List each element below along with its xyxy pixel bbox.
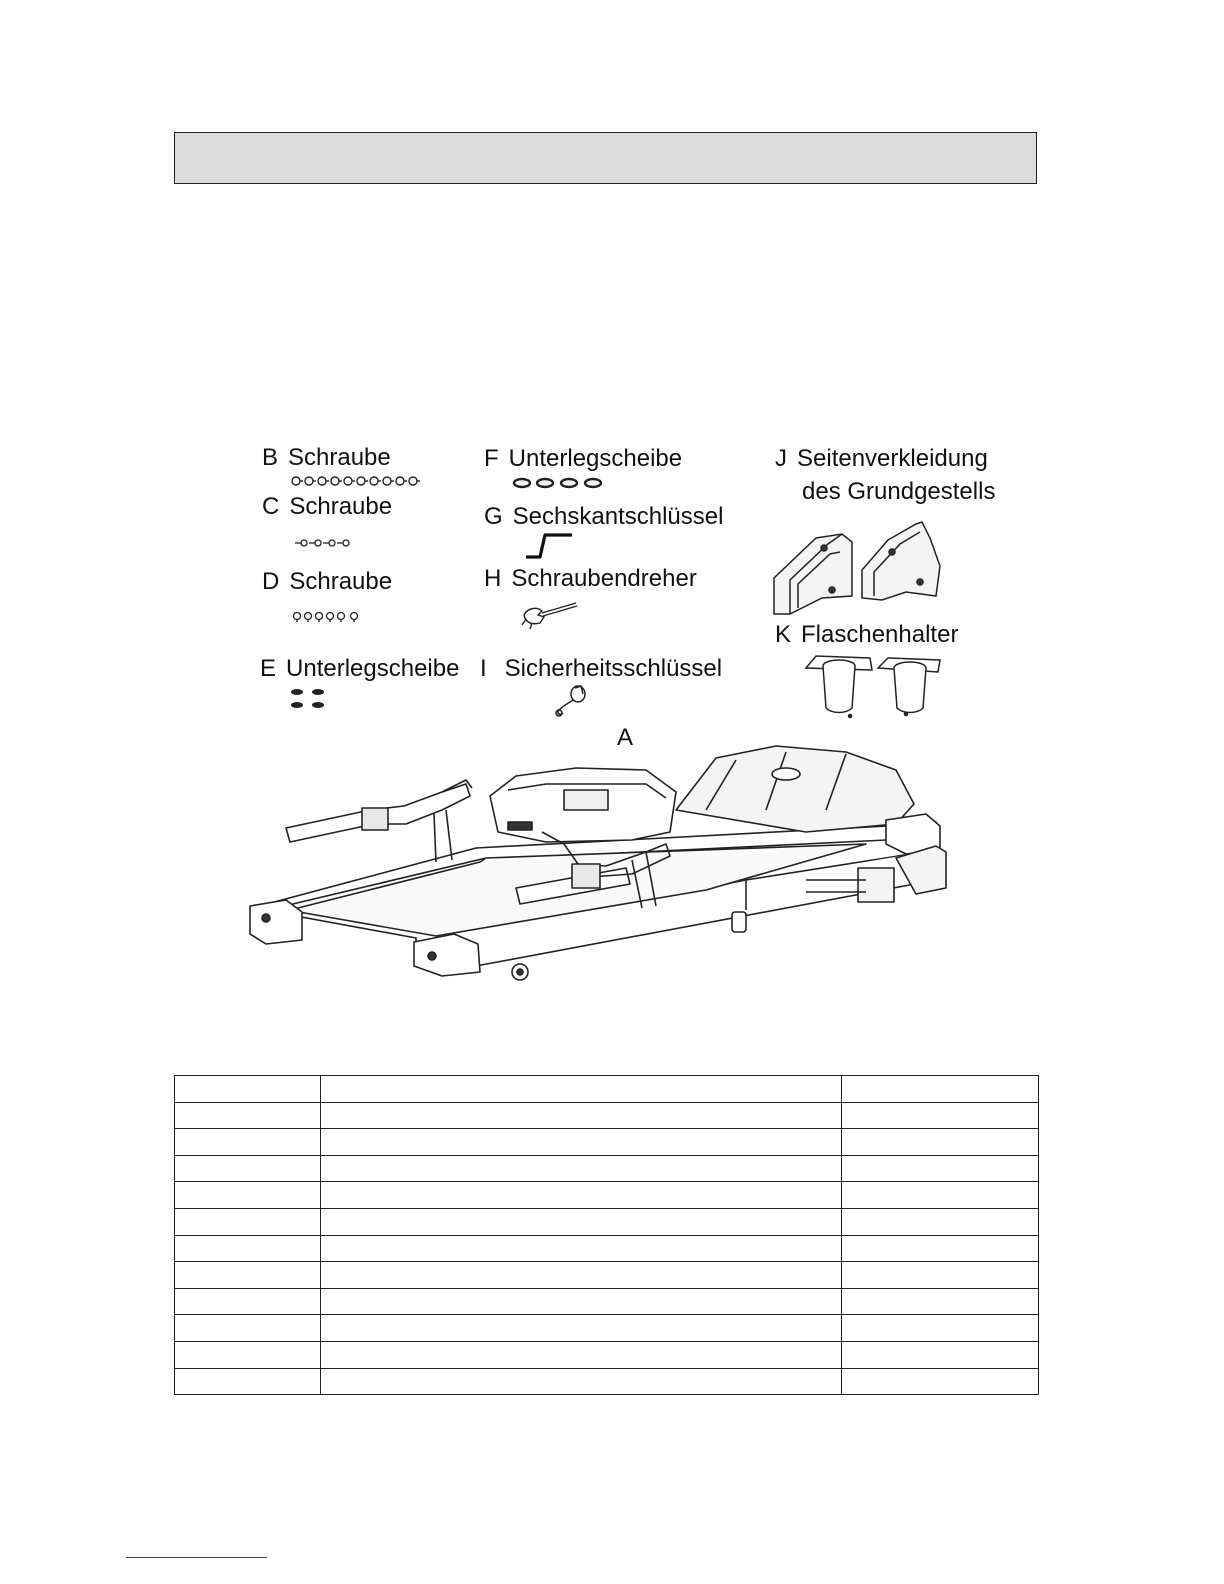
parts-table bbox=[174, 1075, 1039, 1395]
safety-key-icon bbox=[556, 686, 585, 716]
table-row bbox=[175, 1129, 1039, 1156]
table-cell bbox=[321, 1341, 842, 1368]
treadmill-illustration bbox=[246, 740, 952, 986]
table-row bbox=[175, 1235, 1039, 1262]
table-cell bbox=[175, 1315, 321, 1342]
screwdriver-icon bbox=[522, 603, 577, 629]
screw-icon bbox=[383, 477, 394, 485]
right-end-cap bbox=[414, 934, 480, 976]
bottle-holder-icon bbox=[806, 656, 872, 718]
hex-key-icon bbox=[526, 535, 572, 557]
table-cell bbox=[842, 1315, 1039, 1342]
part-a-label: A bbox=[617, 724, 634, 751]
footer-link-underline bbox=[126, 1557, 267, 1558]
screw-icon bbox=[295, 540, 307, 546]
screws-d-illustration bbox=[291, 610, 363, 624]
left-end-cap bbox=[250, 900, 302, 944]
part-j-label: J Seitenverkleidung bbox=[775, 445, 988, 472]
washer-icon bbox=[537, 479, 553, 487]
side-cover-icon bbox=[774, 534, 852, 614]
part-i-label: I Sicherheitsschlüssel bbox=[480, 655, 723, 682]
table-cell bbox=[175, 1129, 321, 1156]
table-cell bbox=[842, 1155, 1039, 1182]
table-cell bbox=[175, 1102, 321, 1129]
washers-f-illustration bbox=[512, 476, 604, 490]
left-handlebar bbox=[286, 810, 374, 842]
table-cell bbox=[175, 1076, 321, 1103]
table-cell bbox=[321, 1262, 842, 1289]
screw-icon bbox=[331, 477, 342, 485]
screw-icon bbox=[351, 613, 358, 623]
screw-icon bbox=[370, 477, 381, 485]
side-cover-icon bbox=[862, 522, 940, 600]
table-cell bbox=[321, 1208, 842, 1235]
table-cell bbox=[842, 1102, 1039, 1129]
table-cell bbox=[321, 1182, 842, 1209]
table-row bbox=[175, 1155, 1039, 1182]
screw-icon bbox=[323, 540, 335, 546]
part-b-label: B Schraube bbox=[262, 444, 391, 471]
table-cell bbox=[321, 1155, 842, 1182]
table-row bbox=[175, 1341, 1039, 1368]
part-k-label: K Flaschenhalter bbox=[775, 621, 959, 648]
part-f-label: F Unterlegscheibe bbox=[484, 445, 683, 472]
screw-icon bbox=[409, 477, 420, 485]
screw-icon bbox=[305, 613, 312, 623]
safety-key-illustration bbox=[553, 682, 593, 718]
table-row bbox=[175, 1288, 1039, 1315]
table-cell bbox=[175, 1368, 321, 1395]
table-cell bbox=[842, 1288, 1039, 1315]
washer-icon bbox=[312, 689, 324, 695]
side-covers-illustration bbox=[770, 518, 950, 618]
screw-icon bbox=[344, 477, 355, 485]
motor-hood bbox=[676, 746, 914, 832]
screw-icon bbox=[294, 613, 301, 623]
screw-icon bbox=[337, 540, 349, 546]
part-d-label: D Schraube bbox=[262, 568, 393, 595]
part-j-label-line2: des Grundgestells bbox=[802, 478, 996, 505]
section-header-box bbox=[174, 132, 1037, 184]
screw-icon bbox=[396, 477, 407, 485]
table-row bbox=[175, 1262, 1039, 1289]
table-row bbox=[175, 1368, 1039, 1395]
washer-icon bbox=[312, 702, 324, 708]
table-cell bbox=[321, 1368, 842, 1395]
screw-icon bbox=[327, 613, 334, 623]
table-cell bbox=[175, 1208, 321, 1235]
table-cell bbox=[321, 1235, 842, 1262]
table-cell bbox=[175, 1182, 321, 1209]
bottle-holder-icon bbox=[878, 658, 940, 716]
table-row bbox=[175, 1315, 1039, 1342]
washer-icon bbox=[291, 689, 303, 695]
table-cell bbox=[842, 1182, 1039, 1209]
washer-icon bbox=[291, 702, 303, 708]
screw-icon bbox=[292, 477, 303, 485]
table-cell bbox=[321, 1129, 842, 1156]
screw-icon bbox=[357, 477, 368, 485]
part-e-label: E Unterlegscheibe bbox=[260, 655, 460, 682]
table-cell bbox=[175, 1235, 321, 1262]
screw-icon bbox=[305, 477, 316, 485]
table-cell bbox=[842, 1368, 1039, 1395]
table-cell bbox=[175, 1155, 321, 1182]
washer-icon bbox=[561, 479, 577, 487]
table-cell bbox=[842, 1208, 1039, 1235]
screws-b-illustration bbox=[290, 474, 425, 488]
table-cell bbox=[321, 1076, 842, 1103]
table-cell bbox=[842, 1129, 1039, 1156]
table-row bbox=[175, 1076, 1039, 1103]
screw-icon bbox=[316, 613, 323, 623]
table-cell bbox=[175, 1288, 321, 1315]
table-cell bbox=[175, 1341, 321, 1368]
screwdriver-illustration bbox=[520, 597, 584, 631]
table-cell bbox=[321, 1315, 842, 1342]
table-row bbox=[175, 1208, 1039, 1235]
part-h-label: H Schraubendreher bbox=[484, 565, 697, 592]
table-cell bbox=[842, 1341, 1039, 1368]
table-cell bbox=[321, 1102, 842, 1129]
table-row bbox=[175, 1102, 1039, 1129]
table-cell bbox=[175, 1262, 321, 1289]
table-cell bbox=[842, 1262, 1039, 1289]
hex-key-illustration bbox=[522, 530, 576, 560]
screw-icon bbox=[318, 477, 329, 485]
table-cell bbox=[842, 1235, 1039, 1262]
washer-icon bbox=[585, 479, 601, 487]
washer-icon bbox=[514, 479, 530, 487]
table-cell bbox=[321, 1288, 842, 1315]
bottle-holders-illustration bbox=[802, 652, 946, 720]
washers-e-illustration bbox=[288, 686, 332, 712]
table-cell bbox=[842, 1076, 1039, 1103]
screw-icon bbox=[338, 613, 345, 623]
part-c-label: C Schraube bbox=[262, 493, 393, 520]
part-g-label: G Sechskantschlüssel bbox=[484, 503, 724, 530]
screws-c-illustration bbox=[293, 537, 353, 549]
table-row bbox=[175, 1182, 1039, 1209]
screw-icon bbox=[309, 540, 321, 546]
